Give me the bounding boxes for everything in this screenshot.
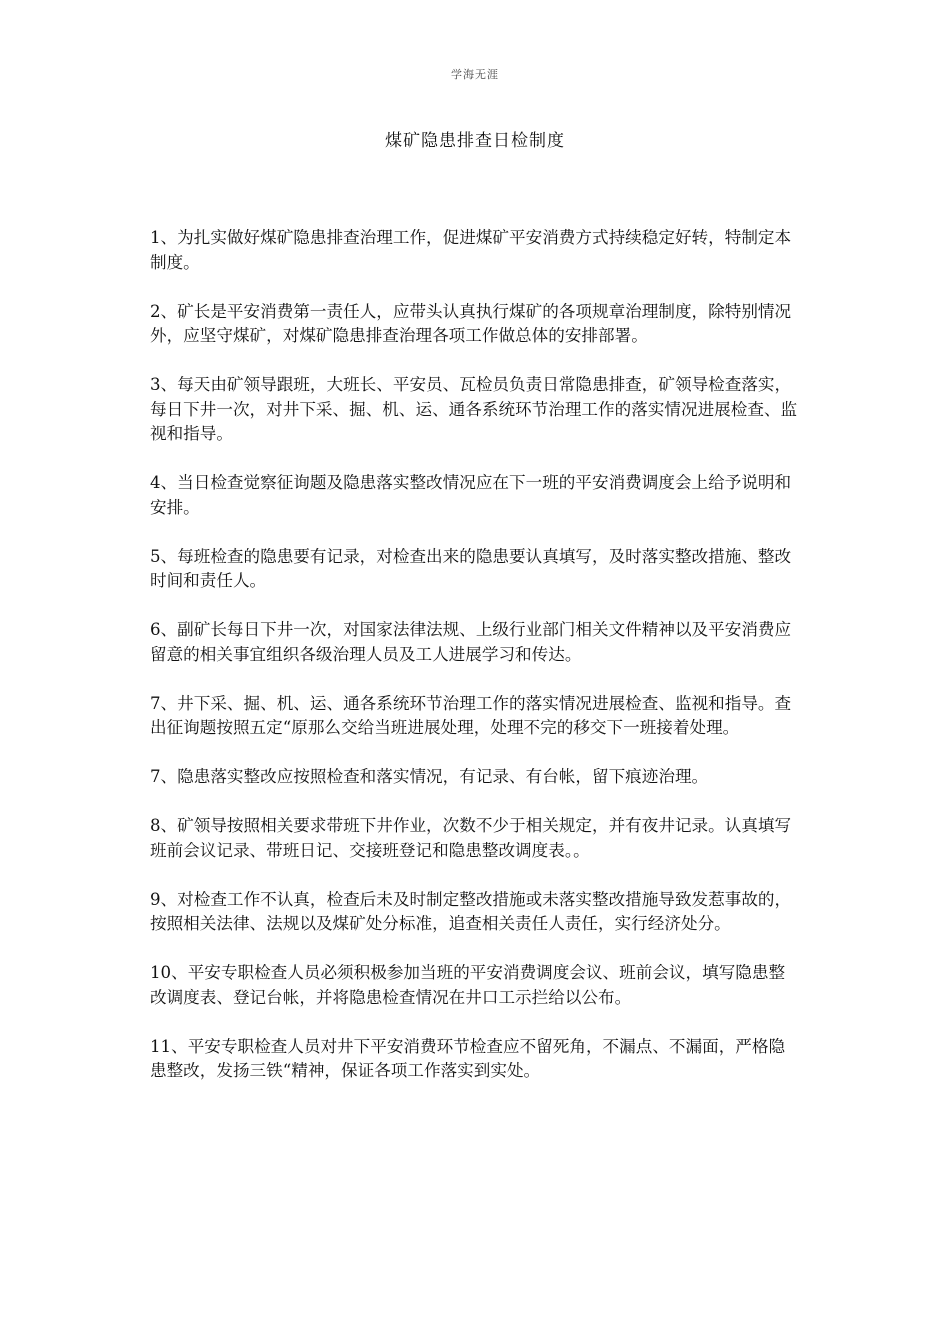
paragraph-5: 5、每班检查的隐患要有记录，对检查出来的隐患要认真填写，及时落实整改措施、整改时间和责任人。 [150, 546, 792, 590]
paragraph-9: 9、对检查工作不认真，检查后未及时制定整改措施或未落实整改措施导致发惹事故的，按照相关法律、法规以及煤矿处分标准，追查相关责任人责任，实行经济处分。 [150, 889, 792, 933]
paragraph-10: 10、平安专职检查人员必须积极参加当班的平安消费调度会议、班前会议，填写隐患整改调度表、登记台帐，并将隐患检查情况在井口工示拦给以公布。 [150, 963, 786, 1007]
page-header: 学海无涯 [451, 68, 499, 81]
paragraph-11: 11、平安专职检查人员对井下平安消费环节检查应不留死角，不漏点、不漏面，严格隐患整改，发扬三铁“精神，保证各项工作落实到实处。 [150, 1036, 786, 1080]
document-title: 煤矿隐患排查日检制度 [385, 131, 565, 151]
paragraph-7a: 7、井下采、掘、机、运、通各系统环节治理工作的落实情况进展检查、监视和指导。查出征询题按照五定“原那么交给当班进展处理，处理不完的移交下一班接着处理。 [150, 693, 792, 737]
document-body [150, 226, 798, 1108]
paragraph-4: 4、当日检查觉察征询题及隐患落实整改情况应在下一班的平安消费调度会上给予说明和安排。 [150, 473, 792, 517]
paragraph-8: 8、矿领导按照相关要求带班下井作业，次数不少于相关规定，并有夜井记录。认真填写班前会议记录、带班日记、交接班登记和隐患整改调度表。。 [150, 816, 792, 860]
paragraph-1: 1、为扎实做好煤矿隐患排查治理工作，促进煤矿平安消费方式持续稳定好转，特制定本制度。 [150, 228, 792, 272]
paragraph-3: 3、每天由矿领导跟班，大班长、平安员、瓦检员负责日常隐患排查，矿领导检查落实，每日下井一次，对井下采、掘、机、运、通各系统环节治理工作的落实情况进展检查、监视和指导。 [150, 375, 798, 443]
paragraph-6: 6、副矿长每日下井一次，对国家法律法规、上级行业部门相关文件精神以及平安消费应留意的相关事宜组织各级治理人员及工人进展学习和传达。 [150, 620, 792, 664]
paragraph-7b: 7、隐患落实整改应按照检查和落实情况，有记录、有台帐，留下痕迹治理。 [150, 767, 709, 786]
paragraph-2: 2、矿长是平安消费第一责任人，应带头认真执行煤矿的各项规章治理制度，除特别情况外，应坚守煤矿，对煤矿隐患排查治理各项工作做总体的安排部署。 [150, 301, 792, 345]
